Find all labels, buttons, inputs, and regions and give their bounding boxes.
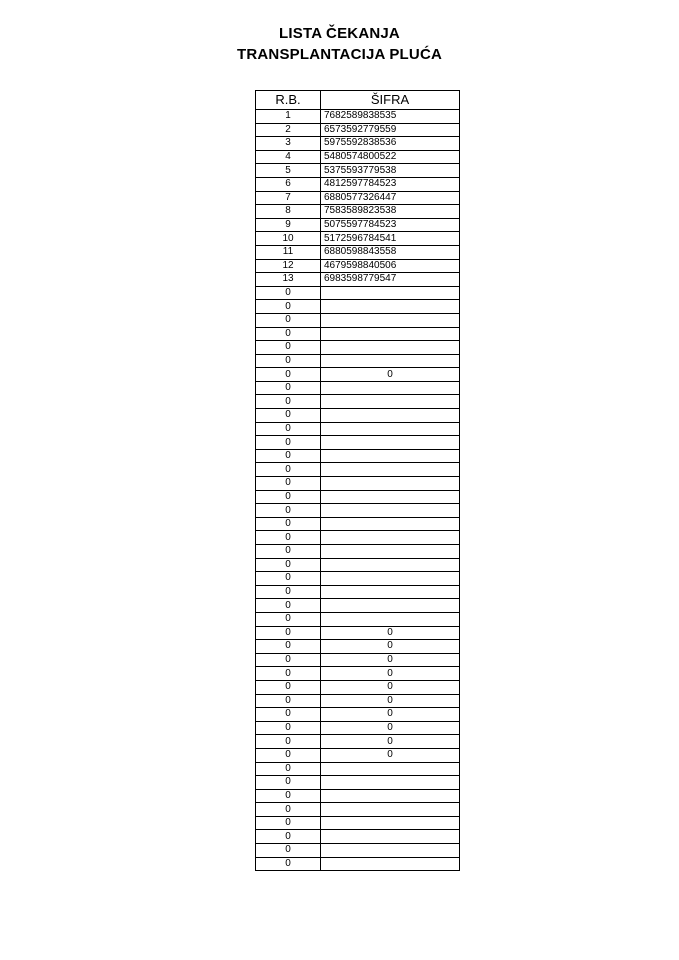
row-number-cell: 0 — [256, 612, 321, 626]
row-number-cell: 0 — [256, 300, 321, 314]
code-cell: 5375593779538 — [321, 164, 460, 178]
code-cell — [321, 844, 460, 858]
code-cell — [321, 327, 460, 341]
code-cell: 0 — [321, 653, 460, 667]
row-number-cell: 0 — [256, 531, 321, 545]
row-number-cell: 1 — [256, 110, 321, 124]
row-number-cell: 0 — [256, 504, 321, 518]
table-row — [256, 748, 460, 762]
table-row — [256, 789, 460, 803]
table-row — [256, 680, 460, 694]
table-row — [256, 395, 460, 409]
table-row — [256, 558, 460, 572]
code-cell — [321, 599, 460, 613]
table-row — [256, 313, 460, 327]
row-number-cell: 0 — [256, 286, 321, 300]
table-row — [256, 531, 460, 545]
row-number-cell: 0 — [256, 680, 321, 694]
row-number-cell: 0 — [256, 830, 321, 844]
row-number-cell: 0 — [256, 708, 321, 722]
row-number-cell: 0 — [256, 694, 321, 708]
table-row — [256, 844, 460, 858]
row-number-cell: 10 — [256, 232, 321, 246]
row-number-cell: 0 — [256, 803, 321, 817]
table-row — [256, 368, 460, 382]
code-cell: 0 — [321, 721, 460, 735]
code-cell — [321, 762, 460, 776]
code-cell — [321, 477, 460, 491]
table-row — [256, 830, 460, 844]
code-cell — [321, 381, 460, 395]
row-number-cell: 3 — [256, 137, 321, 151]
row-number-cell: 0 — [256, 313, 321, 327]
table-row — [256, 857, 460, 871]
row-number-cell: 0 — [256, 667, 321, 681]
code-cell — [321, 395, 460, 409]
table-row — [256, 436, 460, 450]
row-number-cell: 0 — [256, 653, 321, 667]
code-cell: 5480574800522 — [321, 150, 460, 164]
table-row — [256, 381, 460, 395]
table-row — [256, 640, 460, 654]
code-cell — [321, 776, 460, 790]
code-cell: 0 — [321, 748, 460, 762]
row-number-cell: 0 — [256, 463, 321, 477]
row-number-cell: 8 — [256, 205, 321, 219]
row-number-cell: 0 — [256, 449, 321, 463]
code-cell — [321, 517, 460, 531]
code-cell: 5975592838536 — [321, 137, 460, 151]
table-header-row — [256, 91, 460, 110]
table-row — [256, 612, 460, 626]
code-cell — [321, 436, 460, 450]
table-row — [256, 463, 460, 477]
code-cell — [321, 816, 460, 830]
table-row — [256, 245, 460, 259]
code-cell — [321, 313, 460, 327]
row-number-cell: 0 — [256, 776, 321, 790]
code-cell: 0 — [321, 368, 460, 382]
row-number-cell: 0 — [256, 381, 321, 395]
table-row — [256, 776, 460, 790]
row-number-cell: 0 — [256, 327, 321, 341]
table-row — [256, 232, 460, 246]
table-row — [256, 490, 460, 504]
row-number-cell: 0 — [256, 721, 321, 735]
table-row — [256, 110, 460, 124]
table-row — [256, 409, 460, 423]
table-row — [256, 572, 460, 586]
table-row — [256, 708, 460, 722]
table-row — [256, 259, 460, 273]
row-number-cell: 0 — [256, 626, 321, 640]
row-number-cell: 6 — [256, 177, 321, 191]
row-number-cell: 0 — [256, 599, 321, 613]
table-row — [256, 137, 460, 151]
row-number-cell: 0 — [256, 409, 321, 423]
table-row — [256, 205, 460, 219]
row-number-cell: 0 — [256, 735, 321, 749]
table-row — [256, 177, 460, 191]
table-row — [256, 599, 460, 613]
table-body — [256, 110, 460, 871]
code-cell — [321, 531, 460, 545]
table-row — [256, 694, 460, 708]
row-number-cell: 0 — [256, 816, 321, 830]
table-row — [256, 164, 460, 178]
table-row — [256, 354, 460, 368]
code-cell: 7583589823538 — [321, 205, 460, 219]
table-row — [256, 273, 460, 287]
code-cell: 4679598840506 — [321, 259, 460, 273]
code-cell — [321, 449, 460, 463]
table-row — [256, 803, 460, 817]
code-cell: 0 — [321, 640, 460, 654]
code-cell — [321, 286, 460, 300]
table-row — [256, 422, 460, 436]
code-cell: 6880598843558 — [321, 245, 460, 259]
row-number-cell: 0 — [256, 789, 321, 803]
code-cell — [321, 463, 460, 477]
row-number-cell: 0 — [256, 857, 321, 871]
column-header-sifra: ŠIFRA — [321, 91, 460, 110]
document-subtitle: TRANSPLANTACIJA PLUĆA — [236, 46, 443, 63]
row-number-cell: 0 — [256, 395, 321, 409]
table-row — [256, 667, 460, 681]
table-row — [256, 721, 460, 735]
table-row — [256, 653, 460, 667]
table-row — [256, 300, 460, 314]
row-number-cell: 0 — [256, 640, 321, 654]
code-cell — [321, 300, 460, 314]
table-row — [256, 123, 460, 137]
row-number-cell: 0 — [256, 844, 321, 858]
code-cell — [321, 857, 460, 871]
code-cell: 0 — [321, 708, 460, 722]
row-number-cell: 9 — [256, 218, 321, 232]
code-cell — [321, 612, 460, 626]
table-row — [256, 816, 460, 830]
code-cell: 0 — [321, 694, 460, 708]
code-cell: 6573592779559 — [321, 123, 460, 137]
table-row — [256, 449, 460, 463]
code-cell — [321, 341, 460, 355]
row-number-cell: 0 — [256, 545, 321, 559]
code-cell: 6880577326447 — [321, 191, 460, 205]
code-cell — [321, 354, 460, 368]
code-cell — [321, 490, 460, 504]
table-row — [256, 286, 460, 300]
table-row — [256, 477, 460, 491]
code-cell: 4812597784523 — [321, 177, 460, 191]
row-number-cell: 0 — [256, 585, 321, 599]
row-number-cell: 7 — [256, 191, 321, 205]
row-number-cell: 13 — [256, 273, 321, 287]
code-cell — [321, 409, 460, 423]
row-number-cell: 0 — [256, 490, 321, 504]
row-number-cell: 12 — [256, 259, 321, 273]
row-number-cell: 0 — [256, 517, 321, 531]
table-row — [256, 150, 460, 164]
code-cell — [321, 830, 460, 844]
row-number-cell: 0 — [256, 477, 321, 491]
row-number-cell: 0 — [256, 572, 321, 586]
waiting-list-table — [255, 90, 460, 871]
code-cell — [321, 803, 460, 817]
table-row — [256, 762, 460, 776]
table-row — [256, 341, 460, 355]
code-cell — [321, 789, 460, 803]
row-number-cell: 0 — [256, 436, 321, 450]
table-row — [256, 735, 460, 749]
table-row — [256, 545, 460, 559]
code-cell — [321, 572, 460, 586]
row-number-cell: 0 — [256, 762, 321, 776]
code-cell — [321, 545, 460, 559]
row-number-cell: 4 — [256, 150, 321, 164]
code-cell: 0 — [321, 626, 460, 640]
code-cell — [321, 422, 460, 436]
code-cell — [321, 558, 460, 572]
row-number-cell: 0 — [256, 354, 321, 368]
row-number-cell: 0 — [256, 558, 321, 572]
code-cell: 5172596784541 — [321, 232, 460, 246]
code-cell: 7682589838535 — [321, 110, 460, 124]
code-cell: 5075597784523 — [321, 218, 460, 232]
table-row — [256, 517, 460, 531]
code-cell: 0 — [321, 667, 460, 681]
table-row — [256, 504, 460, 518]
document-title: LISTA ČEKANJA — [279, 25, 400, 42]
code-cell: 0 — [321, 735, 460, 749]
row-number-cell: 2 — [256, 123, 321, 137]
table-row — [256, 327, 460, 341]
row-number-cell: 5 — [256, 164, 321, 178]
table-row — [256, 218, 460, 232]
code-cell — [321, 585, 460, 599]
table-row — [256, 626, 460, 640]
table-row — [256, 191, 460, 205]
row-number-cell: 0 — [256, 341, 321, 355]
column-header-rb: R.B. — [256, 91, 321, 110]
code-cell: 0 — [321, 680, 460, 694]
row-number-cell: 0 — [256, 422, 321, 436]
table-row — [256, 585, 460, 599]
row-number-cell: 11 — [256, 245, 321, 259]
row-number-cell: 0 — [256, 368, 321, 382]
row-number-cell: 0 — [256, 748, 321, 762]
code-cell — [321, 504, 460, 518]
code-cell: 6983598779547 — [321, 273, 460, 287]
